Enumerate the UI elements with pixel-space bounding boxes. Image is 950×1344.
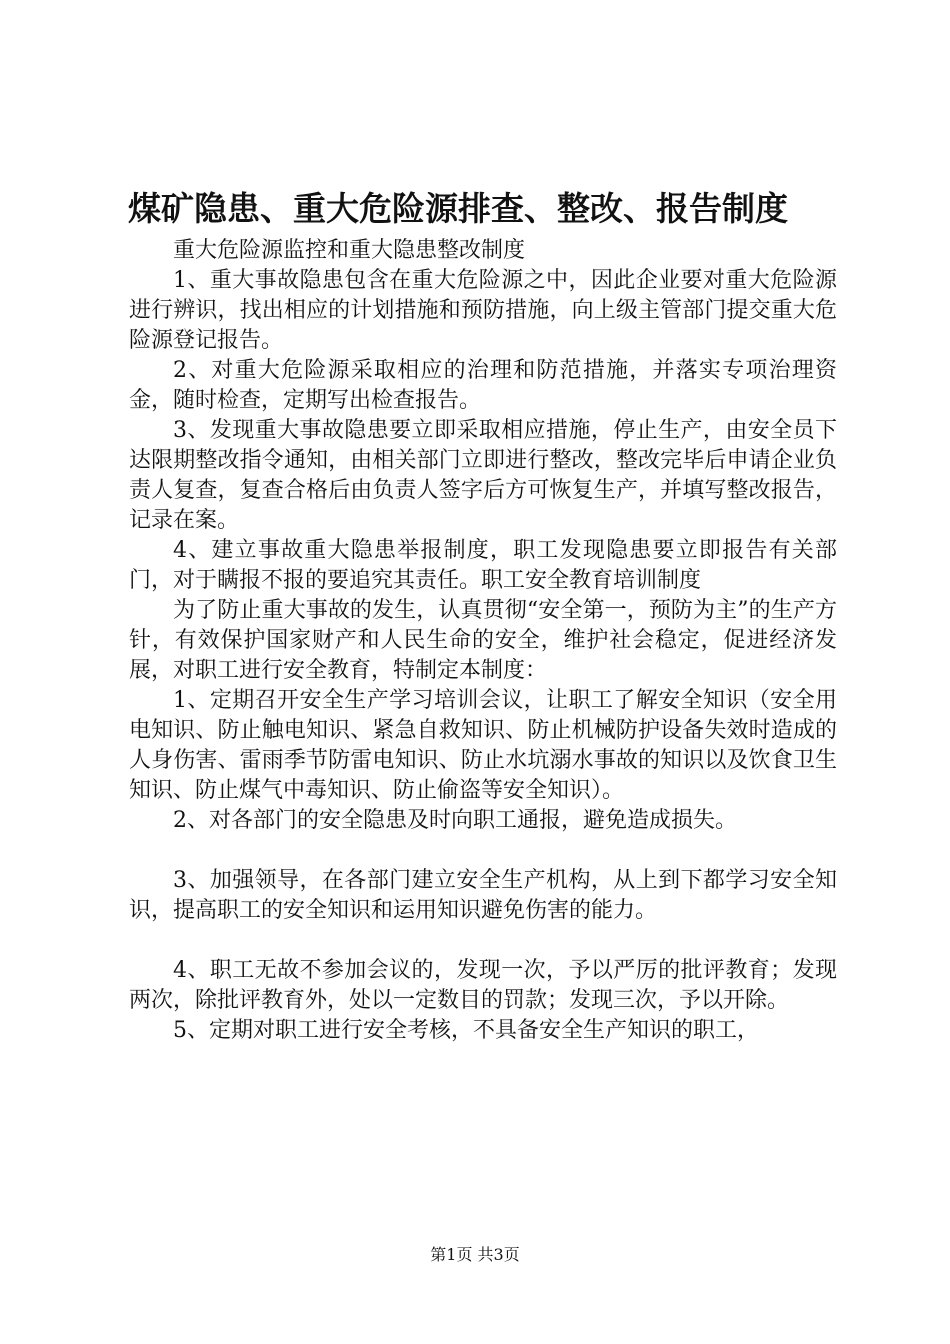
paragraph: 1、重大事故隐患包含在重大危险源之中，因此企业要对重大危险源进行辨识，找出相应的计划措施和预防措施，向上级主管部门提交重大危险源登记报告。 <box>129 268 837 353</box>
paragraph: 4、职工无故不参加会议的，发现一次，予以严厉的批评教育；发现两次，除批评教育外，处以一定数目的罚款；发现三次，予以开除。 <box>129 958 837 1013</box>
paragraph: 2、对重大危险源采取相应的治理和防范措施，并落实专项治理资金，随时检查，定期写出检查报告。 <box>129 358 837 413</box>
paragraph: 2、对各部门的安全隐患及时向职工通报，避免造成损失。 <box>173 808 737 833</box>
page-footer <box>0 1244 950 1266</box>
paragraph: 3、加强领导，在各部门建立安全生产机构，从上到下都学习安全知识，提高职工的安全知识和运用知识避免伤害的能力。 <box>129 868 837 923</box>
paragraph: 为了防止重大事故的发生，认真贯彻“安全第一，预防为主”的生产方针，有效保护国家财产和人民生命的安全，维护社会稳定，促进经济发展，对职工进行安全教育，特制定本制度： <box>129 598 837 683</box>
document-title: 煤矿隐患、重大危险源排查、整改、报告制度 <box>128 189 788 228</box>
section-heading: 重大危险源监控和重大隐患整改制度 <box>173 238 526 263</box>
paragraph: 3、发现重大事故隐患要立即采取相应措施，停止生产，由安全员下达限期整改指令通知，由相关部门立即进行整改，整改完毕后申请企业负责人复查，复查合格后由负责人签字后方可恢复生产，并填写整改报告，记录在案。 <box>129 418 837 533</box>
paragraph: 4、建立事故重大隐患举报制度，职工发现隐患要立即报告有关部门，对于瞒报不报的要追究其责任。职工安全教育培训制度 <box>129 538 837 593</box>
page-indicator: 第1页 共3页 <box>430 1245 520 1264</box>
paragraph: 5、定期对职工进行安全考核，不具备安全生产知识的职工， <box>173 1018 759 1043</box>
paragraph: 1、定期召开安全生产学习培训会议，让职工了解安全知识（安全用电知识、防止触电知识、紧急自救知识、防止机械防护设备失效时造成的人身伤害、雷雨季节防雷电知识、防止水坑溺水事故的知识以及饮食卫生知识、防止煤气中毒知识、防止偷盗等安全知识）。 <box>129 688 837 803</box>
document-body <box>129 236 837 1046</box>
